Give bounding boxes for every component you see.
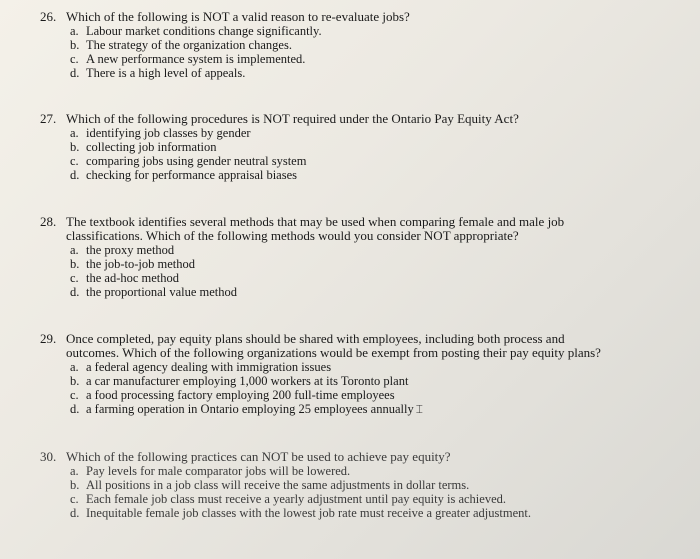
option-letter: b. <box>70 257 80 271</box>
option-letter: d. <box>70 168 80 182</box>
option-letter: a. <box>70 464 79 478</box>
option-b <box>40 374 690 388</box>
option-c <box>40 271 690 285</box>
option-b <box>40 140 690 154</box>
option-a <box>40 360 690 374</box>
option-text: A new performance system is implemented. <box>86 52 306 66</box>
option-text: collecting job information <box>86 140 217 154</box>
question-text-line-2: classifications. Which of the following methods would you consider NOT appropriate? <box>66 228 519 243</box>
option-text: the proportional value method <box>86 285 238 299</box>
option-a <box>40 126 690 140</box>
option-d <box>40 285 690 299</box>
option-text: the job-to-job method <box>86 257 196 271</box>
option-b <box>40 38 690 52</box>
option-letter: a. <box>70 243 79 257</box>
option-text: the proxy method <box>86 243 175 257</box>
option-letter: b. <box>70 478 80 492</box>
option-text: checking for performance appraisal biases <box>86 168 298 182</box>
option-text: a car manufacturer employing 1,000 workers at its Toronto plant <box>86 374 409 388</box>
option-letter: d. <box>70 506 80 520</box>
option-letter: c. <box>70 388 79 402</box>
option-text: The strategy of the organization changes. <box>86 38 292 52</box>
option-text: All positions in a job class will receive the same adjustments in dollar terms. <box>86 478 470 492</box>
option-d <box>40 168 690 182</box>
option-c <box>40 52 690 66</box>
question-number: 29. <box>40 331 57 346</box>
question-28 <box>40 215 690 299</box>
option-text: comparing jobs using gender neutral system <box>86 154 307 168</box>
question-text-line-1: The textbook identifies several methods that may be used when comparing female and male job <box>66 214 565 229</box>
option-text: the ad-hoc method <box>86 271 180 285</box>
option-text: Pay levels for male comparator jobs will be lowered. <box>86 464 351 478</box>
option-a <box>40 24 690 38</box>
question-text-line-2: outcomes. Which of the following organizations would be exempt from posting their pay equity plans? <box>66 345 601 360</box>
question-27 <box>40 112 690 182</box>
option-letter: c. <box>70 52 79 66</box>
option-d <box>40 402 690 416</box>
question-number: 26. <box>40 9 57 24</box>
text-cursor-icon: ⌶ <box>415 402 423 416</box>
question-number: 27. <box>40 111 57 126</box>
option-letter: a. <box>70 360 79 374</box>
option-letter: c. <box>70 154 79 168</box>
option-text: identifying job classes by gender <box>86 126 251 140</box>
option-b <box>40 478 690 492</box>
option-text: a federal agency dealing with immigration issues <box>86 360 332 374</box>
question-text: Which of the following is NOT a valid reason to re-evaluate jobs? <box>66 9 410 24</box>
option-letter: c. <box>70 492 79 506</box>
option-c <box>40 154 690 168</box>
option-letter: b. <box>70 140 80 154</box>
option-text: Each female job class must receive a yearly adjustment until pay equity is achieved. <box>86 492 506 506</box>
option-a <box>40 464 690 478</box>
question-29 <box>40 332 690 416</box>
option-b <box>40 257 690 271</box>
option-d <box>40 66 690 80</box>
option-letter: b. <box>70 38 80 52</box>
option-text: a farming operation in Ontario employing 25 employees annually <box>86 402 414 416</box>
option-letter: b. <box>70 374 80 388</box>
option-letter: d. <box>70 66 80 80</box>
option-a <box>40 243 690 257</box>
question-30 <box>40 450 690 520</box>
question-number: 30. <box>40 449 57 464</box>
question-26 <box>40 10 690 80</box>
option-letter: a. <box>70 126 79 140</box>
option-letter: a. <box>70 24 79 38</box>
option-c <box>40 492 690 506</box>
question-text: Which of the following procedures is NOT required under the Ontario Pay Equity Act? <box>66 111 519 126</box>
option-text: There is a high level of appeals. <box>86 66 246 80</box>
option-c <box>40 388 690 402</box>
question-number: 28. <box>40 214 57 229</box>
option-d <box>40 506 690 520</box>
option-text: Inequitable female job classes with the lowest job rate must receive a greater adjustment. <box>86 506 531 520</box>
question-text-line-1: Once completed, pay equity plans should be shared with employees, including both process and <box>66 331 565 346</box>
option-letter: d. <box>70 285 80 299</box>
question-text: Which of the following practices can NOT be used to achieve pay equity? <box>66 449 451 464</box>
option-text: Labour market conditions change significantly. <box>86 24 322 38</box>
option-letter: d. <box>70 402 80 416</box>
option-text: a food processing factory employing 200 full-time employees <box>86 388 395 402</box>
option-letter: c. <box>70 271 79 285</box>
